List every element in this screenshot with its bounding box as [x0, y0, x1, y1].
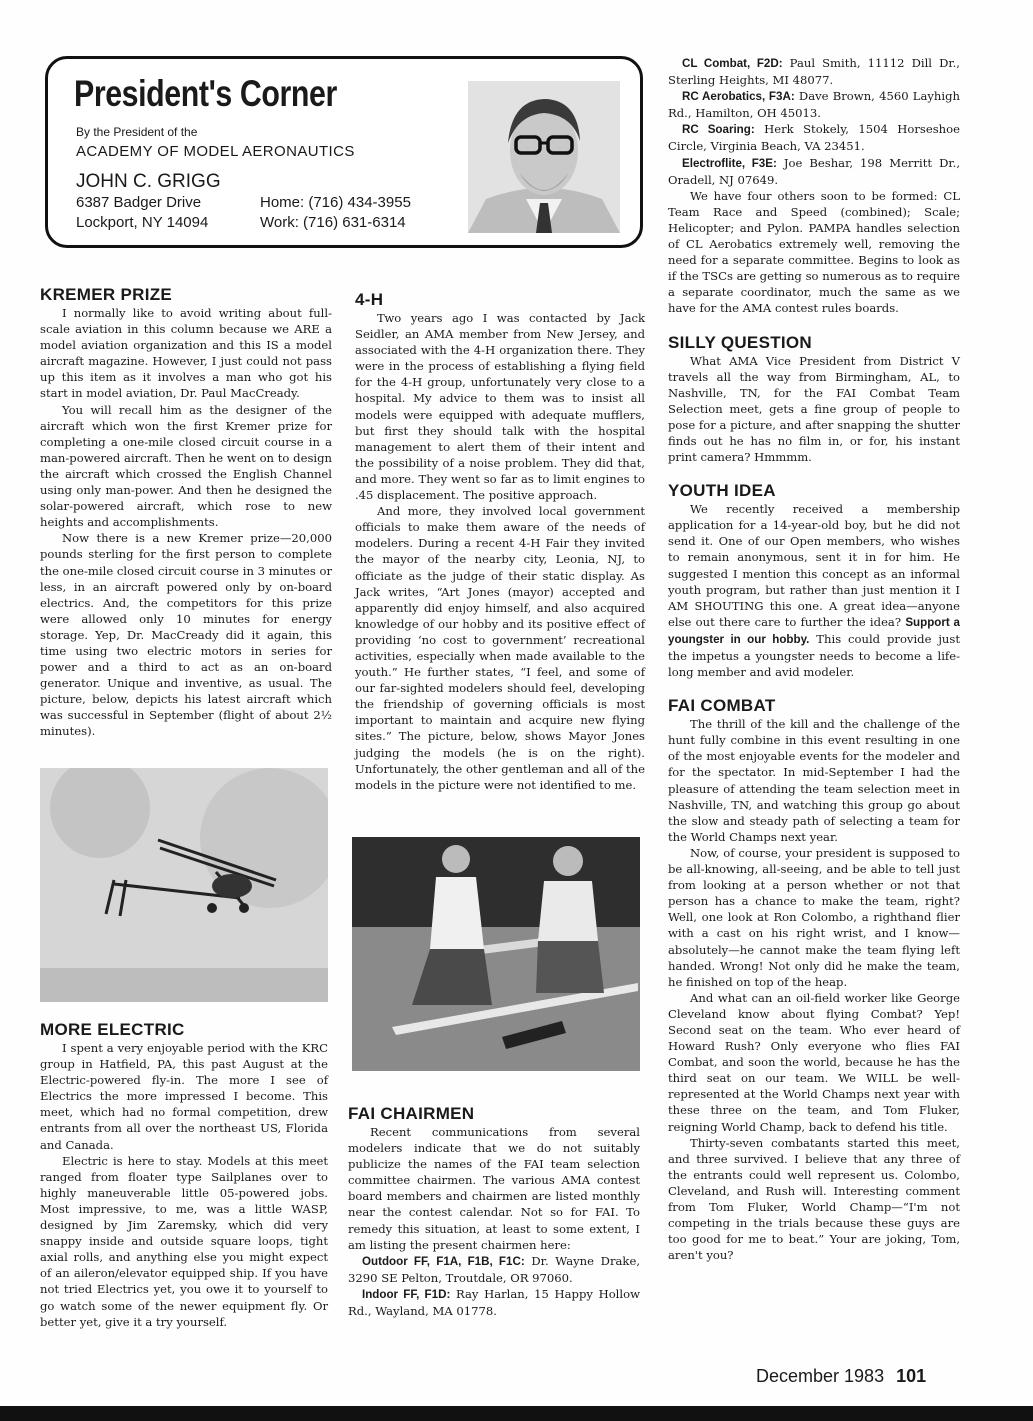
page-folio [756, 1366, 926, 1387]
chairman-label: RC Soaring: [682, 123, 755, 137]
chairman-details: Ray Harlan, 15 Happy Hollow Rd., Wayland, MA 01778. [348, 1286, 640, 1319]
fai-chairmen-heading: FAI CHAIRMEN [348, 1104, 475, 1123]
chairman-details: Joe Beshar, 198 Merritt Dr., Oradell, NJ 07649. [668, 155, 961, 187]
chairman-listing [668, 155, 960, 188]
youth-idea-emphasis: Support a youngster in our hobby. [668, 615, 961, 646]
column-2-lower [348, 1104, 640, 1319]
four-h-paragraph-1: Two years ago I was contacted by Jack Seidler, an AMA member from New Jersey, and associated with the 4-H organization there. They were in the process of establishing a flying field for the 4-H group, unfortunately very close to a hospital. My advice to them was to insist all models were equipped with adequate mufflers, but first they should talk with the hospital management to alert them of their intent and the possibility of a noise problem. They did that, and more. They went so far as to limit engines to .45 displacement. The positive approach. [355, 311, 645, 503]
page-number: 101 [896, 1366, 927, 1386]
fai-combat-heading: FAI COMBAT [668, 696, 776, 716]
chairman-details: Herk Stokely, 1504 Horseshoe Circle, Virginia Beach, VA 23451. [668, 122, 960, 154]
chairman-listing [668, 88, 960, 121]
chairman-details: Dave Brown, 4560 Layhigh Rd., Hamilton, OH 45013. [668, 89, 960, 121]
fai-combat-paragraph-2: Now, of course, your president is supposed to be all-knowing, all-seeing, and be able to tell just from looking at a person whether or not that person has a chance to make the team, right? Well, one look at Ron Colombo, a righthand flier with a cast on his right wrist, and I know—absolutely—he cannot make the team flying left handed. Wrong! Not only did he make the team, he finished on top of the heap. [668, 845, 960, 989]
kremer-paragraph-3: Now there is a new Kremer prize—20,000 pounds sterling for the first person to complete the one-mile closed circuit course in 3 minutes or less, in an aircraft powered only by on-board electrics. And, the competitors for this prize were allowed only 10 minutes for energy storage. Yep, Dr. MacCready did it again, this time using two electric motors in series for power and a third to act as an on-board generator. Unique and inventive, as usual. The picture, below, depicts his latest aircraft which was successful in September (flight of about 2½ minutes). [40, 531, 332, 739]
more-electric-paragraph-2: Electric is here to stay. Models at this meet ranged from floater type Sailplanes over to highly maneuverable little 05-powered jobs. Most impressive, to me, was a little WASP, designed by Jim Zaremsky, which did very snappy inside and outside square loops, tight axial rolls, and anything else you might expect of an aileron/elevator equipped ship. If you have not tried Electrics yet, you owe it to yourself to go watch some of the newer equipment fly. Or better yet, give it a try yourself. [40, 1153, 328, 1329]
chairman-listing [668, 121, 960, 154]
chairman-details: Paul Smith, 11112 Dill Dr., Sterling Heights, MI 48077. [668, 56, 960, 88]
address [76, 193, 208, 233]
scan-bottom-edge [0, 1406, 1033, 1421]
president-portrait-photo [468, 81, 620, 233]
address-line-2: Lockport, NY 14094 [76, 214, 209, 231]
four-h-heading: 4-H [355, 290, 384, 309]
mayor-judging-photo [352, 837, 640, 1071]
chairman-listing [668, 55, 960, 88]
president-name: JOHN C. GRIGG [76, 171, 221, 192]
phones [260, 193, 411, 233]
fai-combat-paragraph-4: Thirty-seven combatants started this meet, and three survived. I believe that any three of the entrants could well represent us. Colombo, Cleveland, and Rush will. Interesting comment from Tom Fluker, World Champ—“I'm not competing in the trials because these guys are too good for me to beat.” Your are joking, Tom, aren't you? [668, 1135, 960, 1263]
electric-aircraft-photo [40, 768, 328, 1002]
youth-idea-text: We recently received a membership application for a 14-year-old boy, but he did not send it. One of our Open members, who wishes to remain anonymous, sent it in for him. He suggested I mention this concept as an informal youth program, but rather than just mention it I AM SHOUTING this one. A great idea—anyone else out there care to further the idea? [668, 502, 960, 629]
chairman-label: RC Aerobatics, F3A: [682, 90, 795, 104]
youth-idea-text-end: This could provide just the impetus a youngster needs to become a life-long member and avid modeler. [668, 631, 961, 680]
silly-question-paragraph: What AMA Vice President from District V travels all the way from Birmingham, AL, to Nashville, TN, for the FAI Combat Team Selection meet, gets a fine group of people to pose for a picture, and after snapping the shutter finds out he has no film in, or for, his instant print camera? Hmmmm. [668, 353, 960, 465]
kremer-paragraph-2: You will recall him as the designer of the aircraft which won the first Kremer prize for completing a one-mile closed circuit course in a man-powered aircraft. Then he went on to design the aircraft which crossed the English Channel using only man-power. And then he designed the solar-powered aircraft, which rose to new heights and accomplishments. [40, 402, 332, 530]
chairman-listing [348, 1286, 640, 1319]
fai-chairmen-paragraph-2: We have four others soon to be formed: CL Team Race and Speed (combined); Scale; Helicopter; and Pylon. PAMPA handles selection of CL Aerobatics extremely well, removing the need for a separate committee. Begins to look as if the TSCs are getting so numerous as to require a separate coordinator, much the same as we have for the AMA contest rules boards. [668, 188, 960, 316]
chairman-label: Outdoor FF, F1A, F1B, F1C: [362, 1254, 525, 1268]
column-2 [355, 290, 645, 793]
byline: By the President of the [76, 125, 198, 139]
fai-combat-paragraph-3: And what can an oil-field worker like George Cleveland know about flying Combat? Yep! Second seat on the team. Who ever heard of Howard Rush? Only everyone who flies FAI Combat, and soon the world, because he has the third seat on our team. We WILL be well-represented at the World Champs next year with these three on the team, and Tom Fluker, reigning World Champ, back to defend his title. [668, 990, 960, 1134]
address-line-1: 6387 Badger Drive [76, 194, 202, 211]
president-header-box [45, 56, 643, 248]
silly-question-heading: SILLY QUESTION [668, 332, 813, 352]
chairman-label: Indoor FF, F1D: [362, 1287, 451, 1301]
four-h-paragraph-2: And more, they involved local government officials to make them aware of the needs of modelers. During a recent 4-H Fair they invited the mayor of the nearby city, Leonia, NJ, to officiate as the judge of their static display. As Jack writes, “Art Jones (mayor) accepted and apparently did enjoy himself, and also acquired knowledge of our hobby and its positive effect of providing ‘no cost to government’ recreational activities, especially when made available to the youth.” He further states, “I feel, and some of our far-sighted modelers should feel, developing the friendship of governing officials is most important to maintain and acquire new flying sites.” The picture, below, shows Mayor Jones judging the models (he is on the right). Unfortunately, the other gentleman and all of the models in the picture were not identified to me. [355, 504, 645, 792]
kremer-heading: KREMER PRIZE [40, 285, 173, 304]
chairman-listing [348, 1253, 640, 1286]
chairman-label: CL Combat, F2D: [682, 57, 783, 70]
youth-idea-paragraph [668, 501, 960, 680]
chairman-label: Electroflite, F3E: [682, 156, 777, 170]
work-phone: Work: (716) 631-6314 [260, 214, 406, 231]
more-electric-paragraph-1: I spent a very enjoyable period with the KRC group in Hatfield, PA, this past August at the Electric-powered fly-in. The more I see of Electrics the more impressed I become. This meet, which had no formal competition, drew entrants from all over the northeast US, Florida and Canada. [40, 1041, 328, 1152]
kremer-paragraph-1: I normally like to avoid writing about full-scale aviation in this column because we ARE a model aviation organization and this IS a model aircraft magazine. However, I just could not pass up this item as it involves a man who got his start in model aviation, Dr. Paul MacCready. [40, 306, 332, 401]
home-phone: Home: (716) 434-3955 [260, 194, 411, 211]
youth-idea-heading: YOUTH IDEA [668, 481, 776, 501]
fai-combat-paragraph-1: The thrill of the kill and the challenge of the hunt fully combine in this event resulting in one of the most enjoyable events for the modeler and for the spectator. In mid-September I had the pleasure of attending the team selection meet in Nashville, TN, and watching this group go about the slow and steady path of selecting a team for the World Champs next year. [668, 717, 960, 844]
fai-chairmen-paragraph-1: Recent communications from several modelers indicate that we do not suitably publicize the names of the FAI team selection committee chairmen. The various AMA contest board members and chairmen are listed monthly near the contest calendar. Not so for FAI. To remedy this situation, at least to some extent, I am listing the present chairmen here: [348, 1125, 640, 1252]
more-electric-heading: MORE ELECTRIC [40, 1020, 185, 1039]
organization-name: ACADEMY OF MODEL AERONAUTICS [76, 143, 355, 160]
chairman-details: Dr. Wayne Drake, 3290 SE Pelton, Troutdale, OR 97060. [348, 1253, 641, 1285]
column-3 [668, 55, 960, 1263]
issue-date: December 1983 [756, 1366, 885, 1386]
column-1-lower [40, 1020, 328, 1330]
column-1 [40, 285, 332, 740]
column-title: President's Corner [74, 73, 337, 114]
